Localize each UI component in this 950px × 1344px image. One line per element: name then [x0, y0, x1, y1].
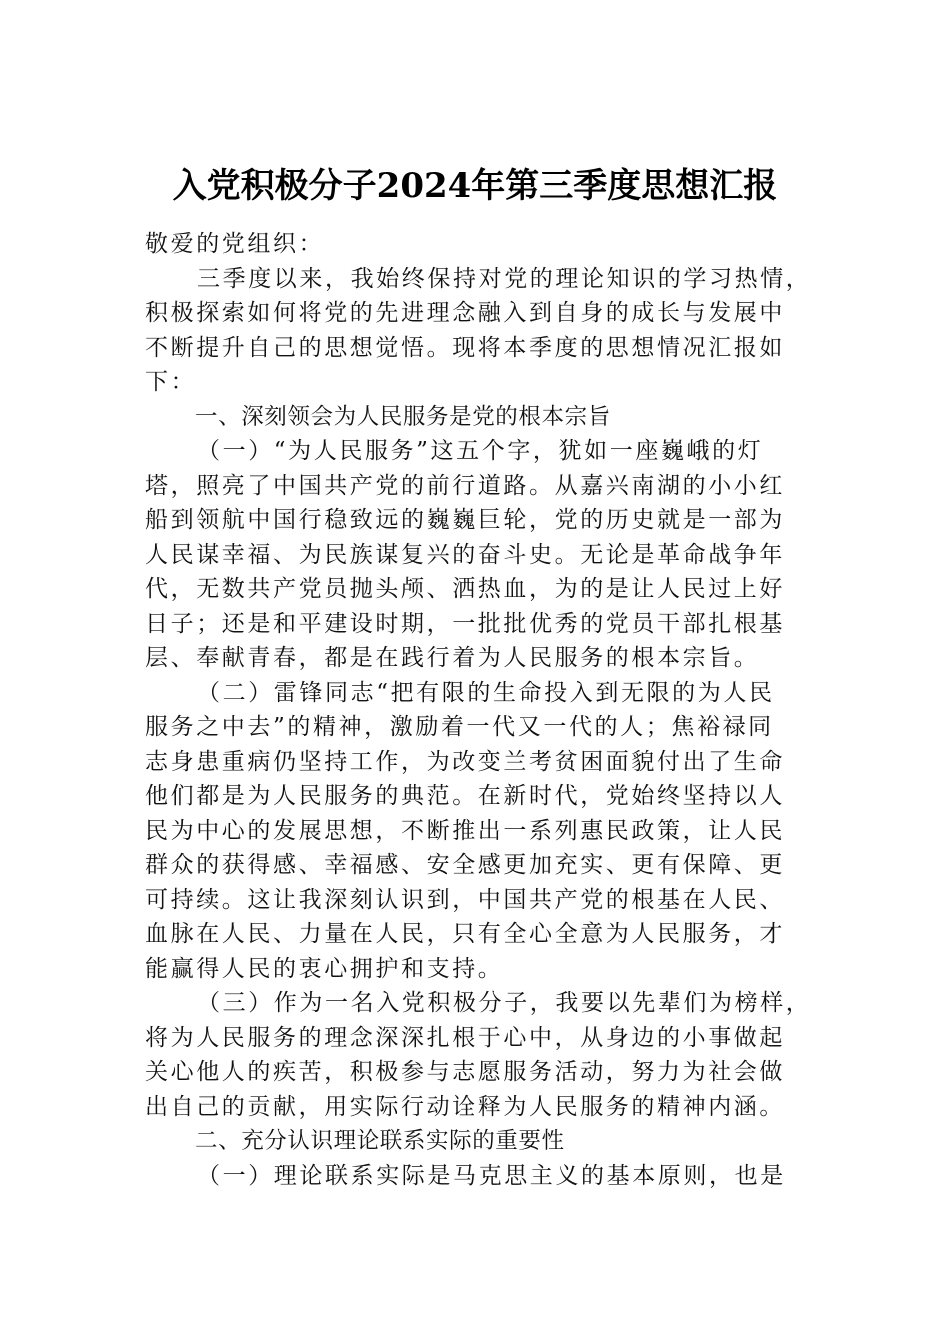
- paragraph-line: 民为中心的发展思想，不断推出一系列惠民政策，让人民: [145, 817, 785, 844]
- paragraph-line: 群众的获得感、幸福感、安全感更加充实、更有保障、更: [145, 852, 785, 878]
- paragraph-line: （一）“为人民服务”这五个字，犹如一座巍峨的灯: [197, 438, 764, 464]
- paragraph-line: 代，无数共产党员抛头颅、洒热血，为的是让人民过上好: [145, 576, 785, 602]
- paragraph-line: 不断提升自己的思想觉悟。现将本季度的思想情况汇报如: [145, 334, 785, 361]
- paragraph-line: 志身患重病仍坚持工作，为改变兰考贫困面貌付出了生命: [145, 748, 785, 775]
- paragraph-line: 层、奉献青春，都是在践行着为人民服务的根本宗旨。: [145, 645, 760, 671]
- section-heading: 一、深刻领会为人民服务是党的根本宗旨: [195, 403, 611, 430]
- paragraph-line: 积极探索如何将党的先进理念融入到自身的成长与发展中: [145, 300, 785, 326]
- document-body: [145, 227, 810, 1193]
- paragraph-line: 船到领航中国行稳致远的巍巍巨轮，党的历史就是一部为: [145, 507, 785, 533]
- paragraph-line: 血脉在人民、力量在人民，只有全心全意为人民服务，才: [145, 921, 785, 947]
- paragraph-line: 能赢得人民的衷心拥护和支持。: [145, 955, 504, 982]
- paragraph-line: 日子；还是和平建设时期，一批批优秀的党员干部扎根基: [145, 610, 785, 637]
- paragraph-line: 三季度以来，我始终保持对党的理论知识的学习热情，: [197, 265, 812, 292]
- section-heading: 二、充分认识理论联系实际的重要性: [195, 1128, 565, 1154]
- paragraph-line: 人民谋幸福、为民族谋复兴的奋斗史。无论是革命战争年: [145, 541, 785, 568]
- paragraph-line: （三）作为一名入党积极分子，我要以先辈们为榜样，: [197, 990, 812, 1016]
- paragraph-line: 关心他人的疾苦，积极参与志愿服务活动，努力为社会做: [145, 1059, 785, 1085]
- paragraph-line: 可持续。这让我深刻认识到，中国共产党的根基在人民、: [145, 886, 785, 913]
- paragraph-line: 出自己的贡献，用实际行动诠释为人民服务的精神内涵。: [145, 1093, 785, 1120]
- paragraph-line: 塔，照亮了中国共产党的前行道路。从嘉兴南湖的小小红: [145, 472, 785, 499]
- paragraph-line: 将为人民服务的理念深深扎根于心中，从身边的小事做起: [145, 1024, 785, 1051]
- paragraph-line: 他们都是为人民服务的典范。在新时代，党始终坚持以人: [145, 783, 785, 809]
- paragraph-line: （二）雷锋同志“把有限的生命投入到无限的为人民: [197, 679, 775, 706]
- paragraph-line: 下：: [145, 369, 197, 395]
- document-title: 入党积极分子2024年第三季度思想汇报: [172, 166, 778, 206]
- paragraph-line: （一）理论联系实际是马克思主义的基本原则，也是: [197, 1162, 786, 1189]
- paragraph-line: 服务之中去”的精神，激励着一代又一代的人；焦裕禄同: [145, 714, 774, 740]
- salutation-line: 敬爱的党组织：: [145, 231, 325, 257]
